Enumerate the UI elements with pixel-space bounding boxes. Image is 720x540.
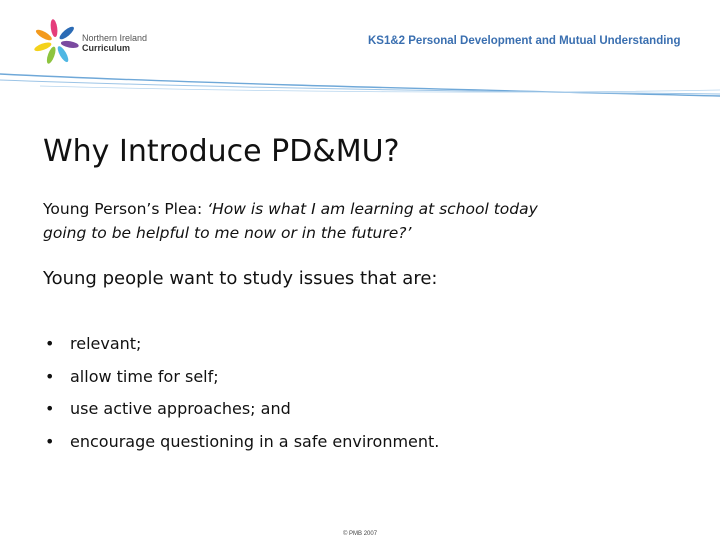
list-item: [43, 366, 439, 399]
bullet-dot-icon: •: [45, 431, 55, 451]
logo-line-2: Curriculum: [82, 43, 131, 53]
logo-line-1: Northern Ireland: [82, 33, 148, 43]
list-item: [43, 333, 439, 366]
plea-paragraph: [43, 197, 683, 245]
bullet-text: use active approaches; and: [70, 399, 291, 418]
bullet-list: [43, 333, 439, 463]
bullet-text: relevant;: [70, 334, 142, 353]
bullet-text: allow time for self;: [70, 366, 219, 386]
plea-quote-line-1: ‘How is what I am learning at school today: [207, 200, 538, 218]
bullet-text: encourage questioning in a safe environment.: [70, 431, 440, 451]
plea-quote-line-2: going to be helpful to me now or in the future?’: [43, 224, 412, 242]
slide-title: Why Introduce PD&MU?: [43, 134, 400, 169]
header-title: KS1&2 Personal Development and Mutual Understanding: [368, 35, 681, 47]
curriculum-logo-icon: [32, 18, 80, 66]
list-item: [43, 431, 439, 464]
list-item: [43, 398, 439, 431]
logo-wordmark: [82, 33, 147, 53]
bullet-dot-icon: •: [45, 399, 55, 418]
plea-label: Young Person’s Plea:: [43, 200, 208, 218]
bullet-dot-icon: •: [45, 366, 55, 386]
intro-text: Young people want to study issues that are:: [43, 268, 438, 289]
header-swoosh-divider: [0, 60, 720, 110]
footer-copyright: © PMB 2007: [342, 531, 378, 537]
bullet-dot-icon: •: [45, 334, 55, 353]
